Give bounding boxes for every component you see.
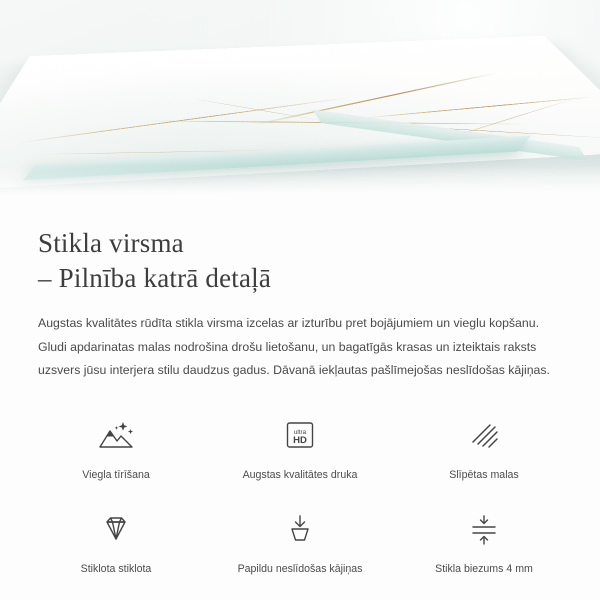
text-block [0, 200, 600, 383]
svg-text:ultra: ultra [293, 429, 307, 437]
page-title [38, 226, 562, 296]
polished-edges-icon [461, 413, 507, 459]
sparkle-mountain-icon [93, 413, 139, 459]
thickness-icon [461, 507, 507, 553]
feature-label: Stiklota stiklota [80, 562, 152, 575]
svg-text:HD: HD [293, 435, 307, 447]
feature-label: Stikla biezums 4 mm [435, 562, 533, 575]
feature-item-easy-cleaning [24, 409, 208, 487]
hero-image [0, 0, 600, 200]
feature-grid [0, 409, 600, 581]
title-line-1: Stikla virsma [38, 228, 184, 258]
title-line-2: – Pilnība katrā detaļā [38, 263, 272, 294]
anti-slip-feet-icon [277, 507, 323, 553]
feature-item-anti-slip-feet [208, 503, 392, 581]
ultra-hd-icon [277, 413, 323, 459]
hero-fade-overlay [0, 166, 600, 200]
feature-item-thickness [392, 503, 576, 581]
feature-label: Papildu neslīdošas kājiņas [237, 562, 363, 575]
feature-label: Viegla tīrīšana [82, 469, 150, 482]
feature-item-glazed [24, 503, 208, 581]
feature-item-print-quality [208, 409, 392, 487]
diamond-icon [93, 507, 139, 553]
feature-label: Augstas kvalitātes druka [242, 469, 358, 482]
feature-item-polished-edges [392, 409, 576, 487]
feature-label: Slīpētas malas [449, 469, 519, 482]
description-paragraph: Augstas kvalitātes rūdīta stikla virsma izcelas ar izturību pret bojājumiem un vieglu kopšanu. Gludi apdarinatas malas nodrošina drošu lietošanu, un bagatīgās krasas un izteiktais raksts uzsvers jūsu interjera stilu daudzus gadus. Dāvanā iekļautas pašlīmejošas neslīdošas kājiņas. [38, 316, 550, 378]
